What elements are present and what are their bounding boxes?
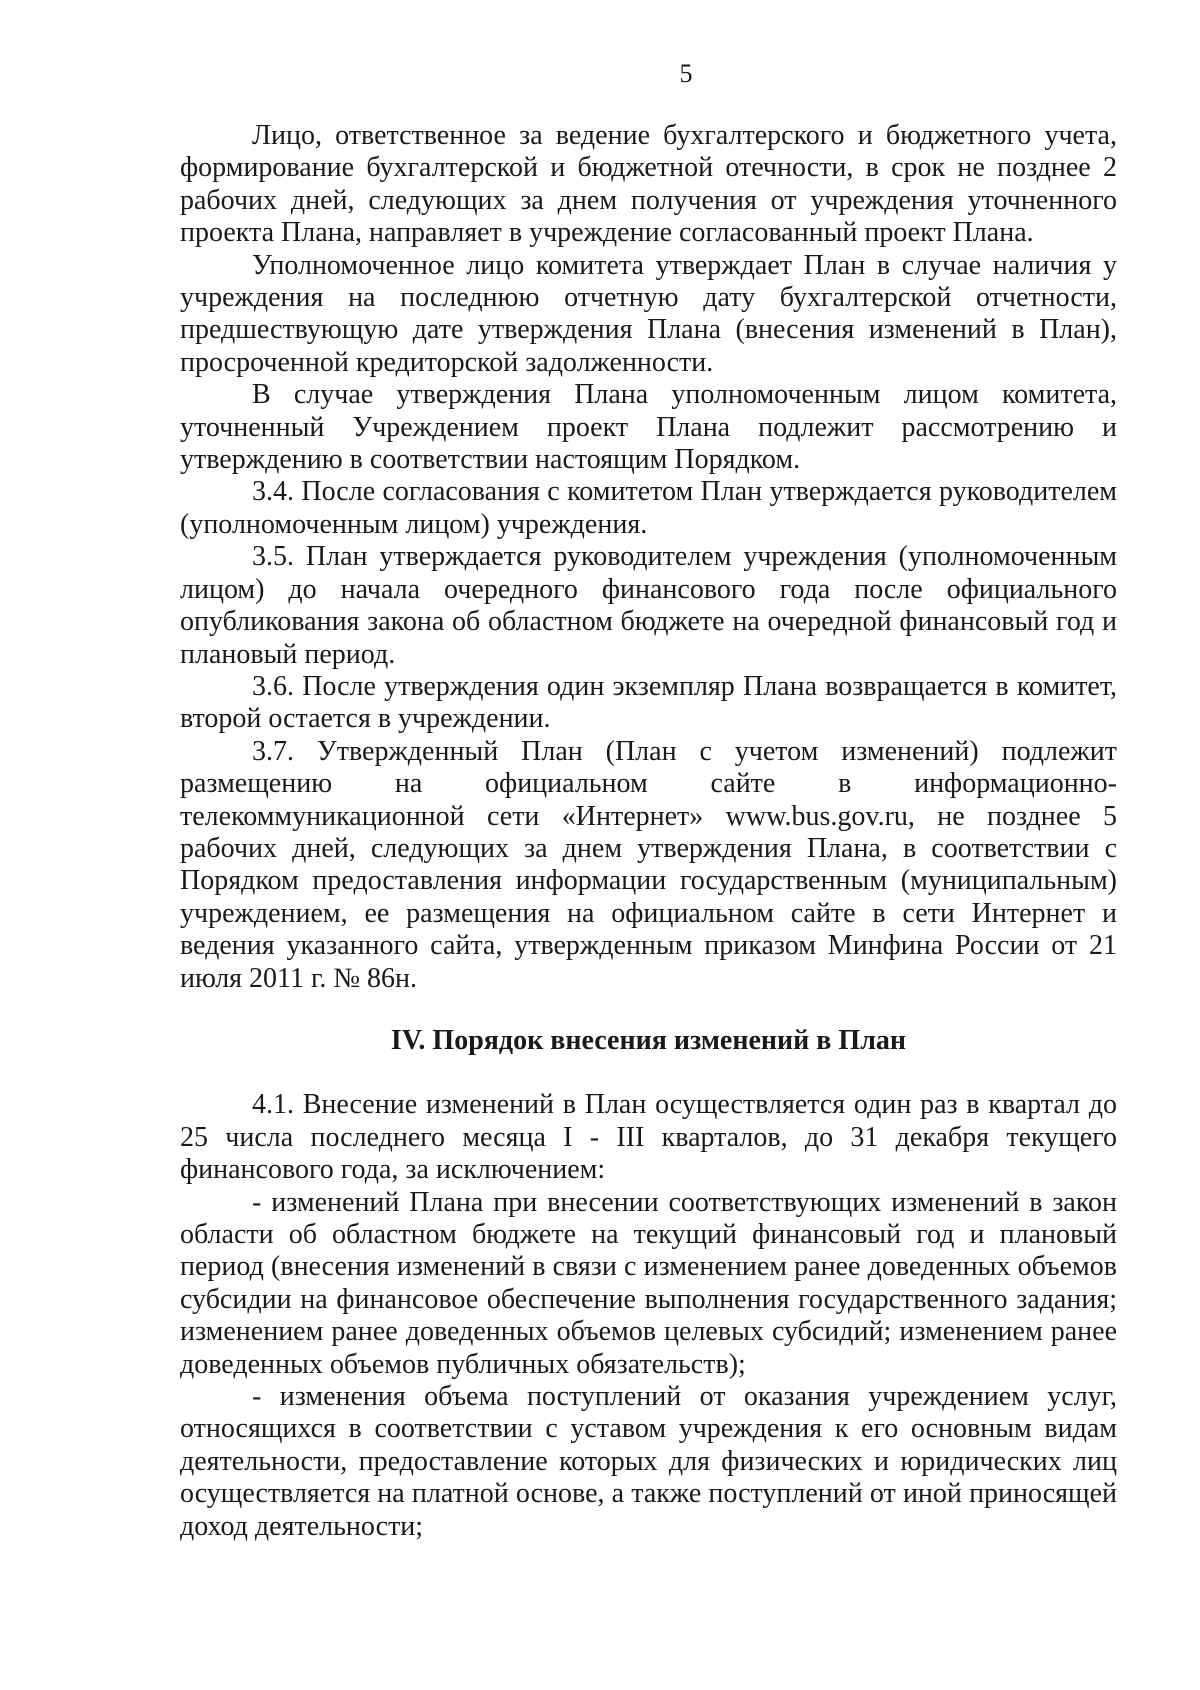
- document-body: [180, 120, 1117, 1543]
- paragraph-committee-approval: В случае утверждения Плана уполномоченным лицом комитета, уточненный Учреждением проект Плана подлежит рассмотрению и утверждению в соответствии настоящим Порядком.: [180, 379, 1117, 476]
- paragraph-authorized-person: Уполномоченное лицо комитета утверждает План в случае наличия у учреждения на последнюю отчетную дату бухгалтерской отчетности, предшествующую дате утверждения Плана (внесения изменений в План), просроченной кредиторской задолженности.: [180, 249, 1117, 378]
- section-heading-iv: IV. Порядок внесения изменений в План: [390, 1024, 907, 1056]
- paragraph-3-4: 3.4. После согласования с комитетом План утверждается руководителем (уполномоченным лицом) учреждения.: [180, 476, 1117, 540]
- page-number: 5: [679, 59, 693, 88]
- paragraph-4-1: 4.1. Внесение изменений в План осуществляется один раз в квартал до 25 числа последнего месяца I - III кварталов, до 31 декабря текущего финансового года, за исключением:: [180, 1089, 1117, 1186]
- paragraph-3-6: 3.6. После утверждения один экземпляр Плана возвращается в комитет, второй остается в учреждении.: [180, 670, 1117, 735]
- list-item-paid-services-changes: - изменения объема поступлений от оказания учреждением услуг, относящихся в соответствии с уставом учреждения к его основным видам деятельности, предоставление которых для физических и юридических лиц осуществляется на платной основе, а также поступлений от иной приносящей доход деятельности;: [180, 1381, 1117, 1542]
- paragraph-accountant-approval: Лицо, ответственное за ведение бухгалтерского и бюджетного учета, формирование бухгалтерской и бюджетной отечности, в срок не позднее 2 рабочих дней, следующих за днем получения от учреждения уточненного проекта Плана, направляет в учреждение согласованный проект Плана.: [180, 120, 1117, 249]
- paragraph-3-5: 3.5. План утверждается руководителем учреждения (уполномоченным лицом) до начала очередного финансового года после официального опубликования закона об областном бюджете на очередной финансовый год и плановый период.: [180, 541, 1117, 670]
- list-item-budget-law-changes: - изменений Плана при внесении соответствующих изменений в закон области об областном бюджете на текущий финансовый год и плановый период (внесения изменений в связи с изменением ранее доведенных объемов субсидии на финансовое обеспечение выполнения государственного задания; изменением ранее доведенных объемов целевых субсидий; изменением ранее доведенных объемов публичных обязательств);: [180, 1186, 1117, 1380]
- paragraph-3-7: 3.7. Утвержденный План (План с учетом изменений) подлежит размещению на официальном сайте в информационно-телекоммуникационной сети «Интернет» www.bus.gov.ru, не позднее 5 рабочих дней, следующих за днем утверждения Плана, в соответствии с Порядком предоставления информации государственным (муниципальным) учреждением, ее размещения на официальном сайте в сети Интернет и ведения указанного сайта, утвержденным приказом Минфина России от 21 июля 2011 г. № 86н.: [180, 735, 1117, 994]
